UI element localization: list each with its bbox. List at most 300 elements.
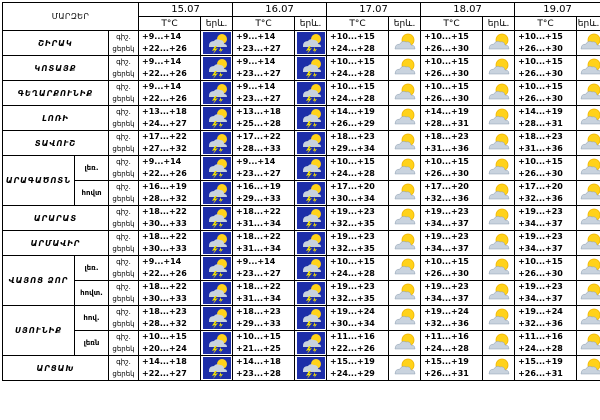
night-temp: +10...+15	[518, 157, 563, 166]
weather-icon-cell	[483, 106, 515, 131]
night-temp: +9...+14	[236, 57, 276, 66]
day-label: ցերեկ	[112, 270, 135, 278]
temperature-cell	[139, 31, 201, 56]
partly-cloudy-icon	[391, 158, 419, 177]
region-name: ՇԻՐԱԿ	[3, 31, 109, 56]
temperature-cell	[139, 156, 201, 181]
thunderstorm-sun-icon	[297, 233, 325, 252]
partly-cloudy-icon	[577, 208, 600, 227]
partly-cloudy-icon	[485, 208, 513, 227]
weather-icon-cell	[389, 56, 421, 81]
weather-icon-cell	[577, 106, 600, 131]
weather-icon-cell	[201, 206, 233, 231]
night-temp: +18...+23	[424, 132, 469, 141]
night-temp: +14...+19	[424, 107, 469, 116]
region-name: ԱՐՄԱՎԻՐ	[3, 231, 109, 256]
temperature-cell	[233, 206, 295, 231]
night-temp: +19...+23	[330, 207, 375, 216]
weather-icon-cell	[389, 206, 421, 231]
night-label: գիշ.	[116, 258, 131, 266]
day-temp: +32...+35	[330, 294, 375, 303]
weather-icon-cell	[295, 31, 327, 56]
day-temp: +26...+30	[518, 169, 563, 178]
region-name: ԱՐԱԳԱԾՈՏՆ	[3, 156, 75, 206]
thunderstorm-sun-icon	[297, 33, 325, 52]
temperature-cell	[421, 131, 483, 156]
partly-cloudy-icon	[485, 58, 513, 77]
date-header: 19.07	[515, 3, 600, 17]
thunderstorm-sun-icon	[297, 183, 325, 202]
temp-column-header: T°C	[515, 17, 577, 31]
night-temp: +9...+14	[142, 82, 182, 91]
table-row	[3, 306, 600, 331]
icon-column-header: երև.	[201, 17, 233, 31]
thunderstorm-sun-icon	[203, 233, 231, 252]
day-temp: +27...+32	[142, 144, 187, 153]
icon-column-header: երև.	[483, 17, 515, 31]
partly-cloudy-icon	[577, 58, 600, 77]
night-temp: +13...+18	[236, 107, 281, 116]
night-label: գիշ.	[116, 158, 131, 166]
day-label: ցերեկ	[112, 295, 135, 303]
thunderstorm-sun-icon	[203, 358, 231, 377]
weather-icon-cell	[577, 306, 600, 331]
table-row	[3, 31, 600, 56]
partly-cloudy-icon	[485, 233, 513, 252]
temperature-cell	[421, 281, 483, 306]
night-label: գիշ.	[116, 58, 131, 66]
day-temp: +24...+28	[330, 169, 375, 178]
temperature-cell	[327, 356, 389, 381]
night-temp: +18...+23	[236, 307, 281, 316]
thunderstorm-sun-icon	[203, 258, 231, 277]
weather-icon-cell	[577, 156, 600, 181]
weather-icon-cell	[577, 31, 600, 56]
day-temp: +21...+25	[236, 344, 281, 353]
day-temp: +31...+34	[236, 244, 281, 253]
temperature-cell	[233, 256, 295, 281]
period-labels	[109, 81, 139, 106]
day-label: ցերեկ	[112, 145, 135, 153]
temperature-cell	[515, 56, 577, 81]
day-temp: +24...+28	[330, 94, 375, 103]
night-temp: +10...+15	[330, 82, 375, 91]
night-temp: +17...+20	[518, 182, 563, 191]
temperature-cell	[421, 356, 483, 381]
thunderstorm-sun-icon	[297, 208, 325, 227]
weather-icon-cell	[577, 256, 600, 281]
night-label: գիշ.	[116, 83, 131, 91]
date-header: 15.07	[139, 3, 233, 17]
weather-icon-cell	[201, 256, 233, 281]
night-temp: +17...+20	[424, 182, 469, 191]
period-labels	[109, 331, 139, 356]
partly-cloudy-icon	[485, 183, 513, 202]
partly-cloudy-icon	[391, 358, 419, 377]
night-temp: +14...+18	[142, 357, 187, 366]
night-temp: +10...+15	[424, 157, 469, 166]
date-header: 17.07	[327, 3, 421, 17]
day-temp: +23...+27	[236, 69, 281, 78]
temperature-cell	[139, 181, 201, 206]
temperature-cell	[421, 231, 483, 256]
weather-icon-cell	[577, 231, 600, 256]
temperature-cell	[233, 231, 295, 256]
temperature-cell	[421, 331, 483, 356]
day-temp: +26...+30	[518, 94, 563, 103]
day-temp: +29...+34	[330, 144, 375, 153]
temperature-cell	[327, 131, 389, 156]
night-label: գիշ.	[116, 333, 131, 341]
temperature-cell	[421, 306, 483, 331]
day-temp: +32...+35	[330, 244, 375, 253]
region-name: ԱՐԱՐԱՏ	[3, 206, 109, 231]
temperature-cell	[327, 156, 389, 181]
night-temp: +18...+22	[236, 207, 281, 216]
day-temp: +26...+31	[518, 369, 563, 378]
weather-icon-cell	[295, 256, 327, 281]
thunderstorm-sun-icon	[203, 108, 231, 127]
sub-zone-label: հով.	[75, 306, 109, 331]
night-temp: +17...+22	[142, 132, 187, 141]
partly-cloudy-icon	[577, 33, 600, 52]
temperature-cell	[327, 106, 389, 131]
night-temp: +18...+23	[142, 307, 187, 316]
temperature-cell	[421, 181, 483, 206]
weather-icon-cell	[295, 356, 327, 381]
table-row	[3, 81, 600, 106]
day-temp: +26...+30	[424, 269, 469, 278]
day-temp: +22...+26	[330, 344, 375, 353]
night-temp: +11...+16	[518, 332, 563, 341]
night-temp: +10...+15	[330, 32, 375, 41]
night-label: գիշ.	[116, 183, 131, 191]
night-temp: +10...+15	[330, 257, 375, 266]
night-temp: +15...+19	[424, 357, 469, 366]
day-temp: +22...+26	[142, 94, 187, 103]
day-temp: +24...+29	[330, 369, 375, 378]
day-label: ցերեկ	[112, 245, 135, 253]
weather-icon-cell	[577, 281, 600, 306]
temperature-cell	[515, 256, 577, 281]
partly-cloudy-icon	[485, 358, 513, 377]
weather-icon-cell	[201, 106, 233, 131]
temperature-cell	[233, 356, 295, 381]
night-temp: +15...+19	[330, 357, 375, 366]
period-labels	[109, 56, 139, 81]
date-header: 18.07	[421, 3, 515, 17]
temperature-cell	[327, 56, 389, 81]
date-header: 16.07	[233, 3, 327, 17]
night-temp: +18...+23	[330, 132, 375, 141]
day-temp: +24...+28	[330, 69, 375, 78]
partly-cloudy-icon	[391, 333, 419, 352]
night-temp: +18...+22	[142, 232, 187, 241]
partly-cloudy-icon	[391, 208, 419, 227]
weather-icon-cell	[201, 281, 233, 306]
temperature-cell	[233, 306, 295, 331]
temperature-cell	[139, 306, 201, 331]
day-temp: +26...+31	[424, 369, 469, 378]
region-name: ՏԱՎՈՒՇ	[3, 131, 109, 156]
temperature-cell	[139, 281, 201, 306]
region-name: ԳԵՂԱՐՔՈՒՆԻՔ	[3, 81, 109, 106]
temperature-cell	[327, 256, 389, 281]
weather-icon-cell	[295, 306, 327, 331]
partly-cloudy-icon	[577, 333, 600, 352]
period-labels	[109, 156, 139, 181]
night-temp: +10...+15	[330, 157, 375, 166]
day-temp: +32...+36	[424, 319, 469, 328]
table-row	[3, 56, 600, 81]
sub-zone-label: լեռն	[75, 331, 109, 356]
night-temp: +10...+15	[518, 32, 563, 41]
partly-cloudy-icon	[391, 183, 419, 202]
day-temp: +23...+27	[236, 169, 281, 178]
day-temp: +24...+28	[330, 44, 375, 53]
partly-cloudy-icon	[391, 33, 419, 52]
night-temp: +10...+15	[518, 257, 563, 266]
thunderstorm-sun-icon	[297, 108, 325, 127]
table-row	[3, 131, 600, 156]
day-temp: +22...+26	[142, 169, 187, 178]
day-label: ցերեկ	[112, 120, 135, 128]
day-temp: +23...+27	[236, 94, 281, 103]
weather-icon-cell	[295, 81, 327, 106]
temperature-cell	[327, 31, 389, 56]
table-row	[3, 256, 600, 281]
temperature-cell	[515, 281, 577, 306]
thunderstorm-sun-icon	[297, 158, 325, 177]
day-temp: +30...+33	[142, 219, 187, 228]
day-label: ցերեկ	[112, 195, 135, 203]
weather-icon-cell	[295, 131, 327, 156]
partly-cloudy-icon	[577, 83, 600, 102]
temperature-cell	[139, 331, 201, 356]
temperature-cell	[233, 156, 295, 181]
weather-icon-cell	[295, 231, 327, 256]
temperature-cell	[421, 106, 483, 131]
day-temp: +22...+26	[142, 269, 187, 278]
night-label: գիշ.	[116, 283, 131, 291]
weather-icon-cell	[389, 181, 421, 206]
day-temp: +29...+33	[236, 319, 281, 328]
night-temp: +11...+16	[424, 332, 469, 341]
weather-icon-cell	[389, 106, 421, 131]
day-temp: +28...+32	[142, 194, 187, 203]
day-label: ցերեկ	[112, 220, 135, 228]
period-labels	[109, 181, 139, 206]
region-name: ԼՈՌԻ	[3, 106, 109, 131]
temperature-cell	[233, 281, 295, 306]
partly-cloudy-icon	[485, 83, 513, 102]
partly-cloudy-icon	[485, 308, 513, 327]
partly-cloudy-icon	[577, 258, 600, 277]
partly-cloudy-icon	[485, 133, 513, 152]
night-temp: +9...+14	[236, 82, 276, 91]
weather-icon-cell	[389, 81, 421, 106]
temperature-cell	[421, 156, 483, 181]
table-row	[3, 156, 600, 181]
period-labels	[109, 131, 139, 156]
day-temp: +23...+27	[236, 269, 281, 278]
day-temp: +31...+36	[518, 144, 563, 153]
sub-zone-label: հովտ.	[75, 281, 109, 306]
thunderstorm-sun-icon	[297, 333, 325, 352]
partly-cloudy-icon	[391, 108, 419, 127]
day-temp: +31...+34	[236, 219, 281, 228]
partly-cloudy-icon	[391, 83, 419, 102]
day-temp: +30...+34	[330, 194, 375, 203]
night-temp: +9...+14	[142, 57, 182, 66]
temp-column-header: T°C	[327, 17, 389, 31]
night-label: գիշ.	[116, 308, 131, 316]
thunderstorm-sun-icon	[297, 283, 325, 302]
day-temp: +31...+34	[236, 294, 281, 303]
partly-cloudy-icon	[391, 58, 419, 77]
temperature-cell	[327, 181, 389, 206]
weather-icon-cell	[389, 231, 421, 256]
day-label: ցերեկ	[112, 370, 135, 378]
thunderstorm-sun-icon	[203, 208, 231, 227]
night-temp: +18...+22	[142, 282, 187, 291]
temperature-cell	[515, 231, 577, 256]
night-temp: +19...+24	[518, 307, 563, 316]
day-label: ցերեկ	[112, 45, 135, 53]
temperature-cell	[139, 356, 201, 381]
weather-icon-cell	[201, 81, 233, 106]
temperature-cell	[327, 281, 389, 306]
weather-icon-cell	[295, 281, 327, 306]
partly-cloudy-icon	[577, 233, 600, 252]
day-temp: +25...+28	[236, 119, 281, 128]
day-temp: +31...+36	[424, 144, 469, 153]
icon-column-header: երև.	[295, 17, 327, 31]
day-temp: +23...+28	[236, 369, 281, 378]
night-temp: +10...+15	[142, 332, 187, 341]
day-temp: +28...+32	[142, 319, 187, 328]
temperature-cell	[515, 356, 577, 381]
night-temp: +9...+14	[142, 32, 182, 41]
temperature-cell	[515, 156, 577, 181]
partly-cloudy-icon	[485, 158, 513, 177]
table-row	[3, 231, 600, 256]
day-temp: +29...+33	[236, 194, 281, 203]
thunderstorm-sun-icon	[297, 133, 325, 152]
temperature-cell	[421, 206, 483, 231]
weather-icon-cell	[295, 331, 327, 356]
day-temp: +22...+26	[142, 69, 187, 78]
day-temp: +28...+31	[424, 119, 469, 128]
weather-icon-cell	[483, 356, 515, 381]
day-temp: +22...+27	[142, 369, 187, 378]
night-temp: +10...+15	[330, 57, 375, 66]
table-row	[3, 331, 600, 356]
temperature-cell	[233, 331, 295, 356]
temperature-cell	[515, 81, 577, 106]
day-temp: +30...+33	[142, 294, 187, 303]
night-temp: +10...+15	[518, 57, 563, 66]
day-temp: +34...+37	[424, 294, 469, 303]
weather-icon-cell	[201, 306, 233, 331]
day-temp: +32...+35	[330, 219, 375, 228]
table-row	[3, 281, 600, 306]
temperature-cell	[233, 181, 295, 206]
temperature-cell	[515, 31, 577, 56]
day-temp: +34...+37	[518, 219, 563, 228]
thunderstorm-sun-icon	[297, 258, 325, 277]
weather-icon-cell	[295, 156, 327, 181]
night-label: գիշ.	[116, 208, 131, 216]
day-temp: +28...+31	[518, 119, 563, 128]
region-header: ՄԱՐԶԵՐ	[3, 3, 139, 31]
temperature-cell	[327, 306, 389, 331]
weather-icon-cell	[483, 281, 515, 306]
weather-icon-cell	[389, 31, 421, 56]
day-label: ցերեկ	[112, 320, 135, 328]
partly-cloudy-icon	[577, 283, 600, 302]
day-temp: +34...+37	[424, 244, 469, 253]
weather-icon-cell	[483, 256, 515, 281]
icon-column-header: երև.	[577, 18, 600, 29]
weather-icon-cell	[577, 356, 600, 381]
weather-icon-cell	[201, 131, 233, 156]
weather-icon-cell	[389, 356, 421, 381]
temperature-cell	[233, 81, 295, 106]
day-label: ցերեկ	[112, 95, 135, 103]
table-row	[3, 181, 600, 206]
day-temp: +26...+30	[518, 44, 563, 53]
day-temp: +30...+34	[330, 319, 375, 328]
partly-cloudy-icon	[577, 358, 600, 377]
sub-zone-label: լեռ.	[75, 156, 109, 181]
day-label: ցերեկ	[112, 170, 135, 178]
temperature-cell	[421, 81, 483, 106]
period-labels	[109, 356, 139, 381]
night-temp: +19...+24	[330, 307, 375, 316]
thunderstorm-sun-icon	[203, 183, 231, 202]
weather-icon-cell	[201, 181, 233, 206]
partly-cloudy-icon	[391, 283, 419, 302]
day-label: ցերեկ	[112, 345, 135, 353]
night-label: գիշ.	[116, 133, 131, 141]
day-temp: +26...+30	[518, 269, 563, 278]
temp-column-header: T°C	[421, 17, 483, 31]
temperature-cell	[515, 181, 577, 206]
night-temp: +19...+23	[424, 282, 469, 291]
night-temp: +16...+19	[236, 182, 281, 191]
night-temp: +19...+23	[518, 282, 563, 291]
weather-icon-cell	[483, 81, 515, 106]
thunderstorm-sun-icon	[297, 358, 325, 377]
weather-icon-cell	[483, 306, 515, 331]
partly-cloudy-icon	[485, 333, 513, 352]
night-temp: +14...+19	[518, 107, 563, 116]
icon-column-header: երև.	[389, 17, 421, 31]
night-temp: +19...+24	[424, 307, 469, 316]
table-row	[3, 106, 600, 131]
partly-cloudy-icon	[485, 283, 513, 302]
night-temp: +9...+14	[236, 32, 276, 41]
weather-icon-cell	[295, 106, 327, 131]
thunderstorm-sun-icon	[203, 83, 231, 102]
night-temp: +16...+19	[142, 182, 187, 191]
night-temp: +19...+23	[518, 232, 563, 241]
temperature-cell	[139, 256, 201, 281]
night-temp: +18...+22	[142, 207, 187, 216]
thunderstorm-sun-icon	[203, 333, 231, 352]
partly-cloudy-icon	[391, 308, 419, 327]
